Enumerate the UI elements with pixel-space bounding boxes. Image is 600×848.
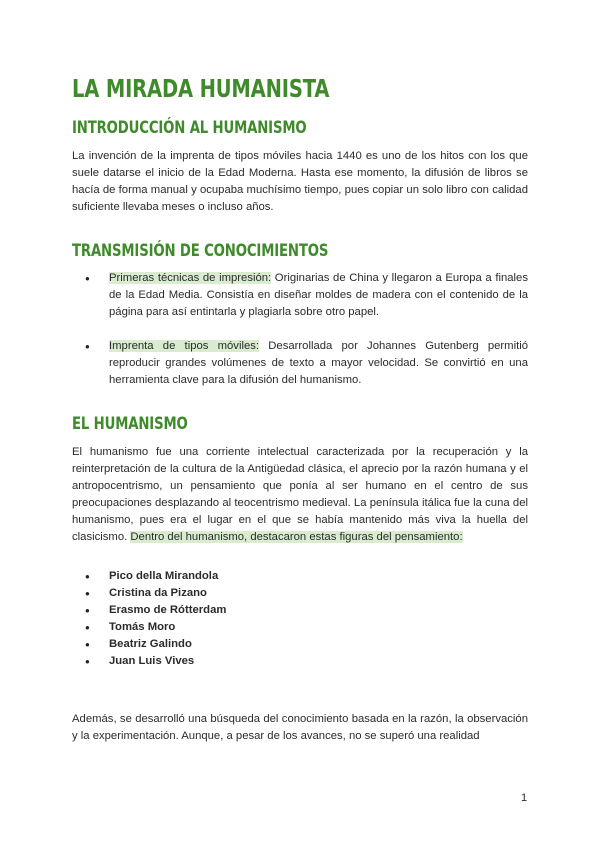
section-heading-intro: INTRODUCCIÓN AL HUMANISMO	[72, 118, 307, 138]
list-item-text: Originarias de China y llegaron a Europa a finales de la Edad Media. Consistía en diseñar moldes de madera con el contenido de la página para así entintarla y plagiarla sobre otro papel.	[109, 272, 528, 318]
figure-item: ● Pico della Mirandola	[72, 568, 528, 585]
closing-paragraph: Además, se desarrolló una búsqueda del conocimiento basada en la razón, la observación y la experimentación. Aunque, a pesar de los avances, no se superó una realidad	[72, 713, 528, 742]
figure-item: ● Tomás Moro	[72, 619, 528, 636]
figure-item: ● Cristina da Pizano	[72, 585, 528, 602]
transmission-list	[72, 270, 528, 406]
section-heading-humanism: EL HUMANISMO	[72, 414, 188, 434]
figure-item: ● Erasmo de Rótterdam	[72, 602, 528, 619]
figures-list	[72, 568, 528, 670]
list-item	[72, 338, 528, 389]
humanism-highlight: Dentro del humanismo, destacaron estas figuras del pensamiento:	[130, 531, 463, 543]
page-number: 1	[521, 792, 528, 804]
page-title: LA MIRADA HUMANISTA	[72, 74, 330, 103]
list-item-term: Primeras técnicas de impresión:	[109, 272, 272, 284]
list-item	[72, 270, 528, 321]
humanism-paragraph	[72, 444, 528, 546]
list-item-term: Imprenta de tipos móviles:	[109, 340, 260, 352]
list-item-text: Desarrollada por Johannes Gutenberg permitió reproducir grandes volúmenes de texto a mayor velocidad. Se convirtió en una herramienta clave para la difusión del humanismo.	[109, 340, 529, 386]
figure-item: ● Beatriz Galindo	[72, 636, 528, 653]
intro-paragraph: La invención de la imprenta de tipos móviles hacia 1440 es uno de los hitos con los que suele datarse el inicio de la Edad Moderna. Hasta ese momento, la difusión de libros se hacía de forma manual y ocupaba muchísimo tiempo, pues copiar un solo libro con calidad suficiente llevaba meses o incluso años.	[72, 150, 528, 213]
humanism-paragraph-text: El humanismo fue una corriente intelectual caracterizada por la recuperación y la reinterpretación de la cultura de la Antigüedad clásica, el aprecio por la razón humana y el antropocentrismo, un pensamiento que ponía al ser humano en el centro de sus preocupaciones desplazando al teocentrismo medieval. La península itálica fue la cuna del humanismo, pues era el lugar en el que se había mantenido más viva la huella del clasicismo.	[72, 446, 528, 543]
section-heading-transmission: TRANSMISIÓN DE CONOCIMIENTOS	[72, 241, 329, 261]
figure-item: ● Juan Luis Vives	[72, 653, 528, 670]
